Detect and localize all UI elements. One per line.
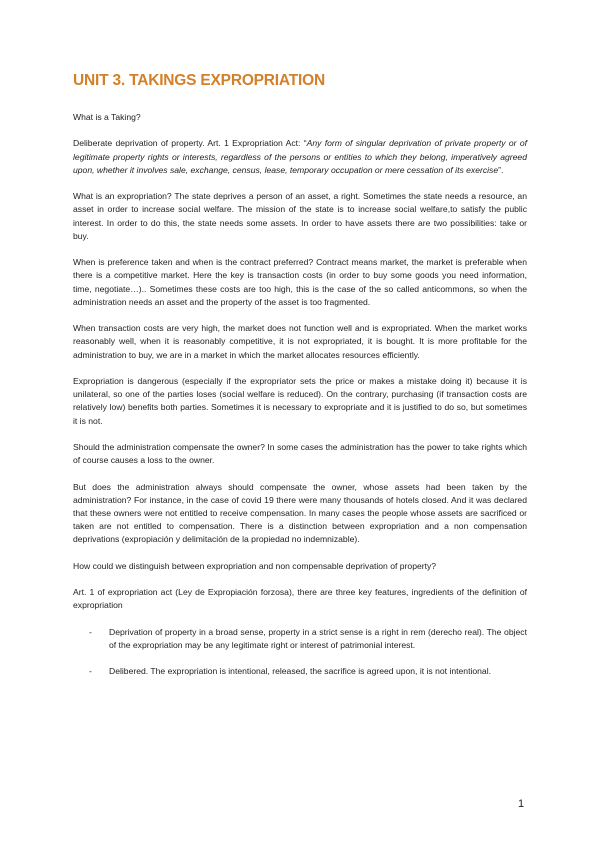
- document-body: [73, 111, 527, 692]
- paragraph-covid: But does the administration always should compensate the owner, whose assets had been taken by the administration? For instance, in the case of covid 19 there were many thousands of hotels closed. And it was declared that these owners were not entitled to receive compensation. In many cases the people whose assets are sacrificed or taken are not entitled to compensation. There is a distinction between expropriation and a non compensation deprivations (expropiación y delimitación de la propiedad no indemnizable).: [73, 481, 527, 545]
- page-number: 1: [518, 798, 525, 810]
- paragraph-preference: When is preference taken and when is the contract preferred? Contract means market, the market is preferable when there is a competitive market. Here the key is transaction costs (in order to buy some goods you need information, time, negotiate…).. Sometimes these costs are too high, this is the case of the so called anticommons, so when the administration needs an asset and the property of the asset is too fragmented.: [73, 257, 527, 307]
- paragraph-compensate: Should the administration compensate the owner? In some cases the administration has the power to take rights which of course causes a loss to the owner.: [73, 441, 527, 466]
- paragraph-distinguish: How could we distinguish between expropriation and non compensable deprivation of property?: [73, 560, 437, 571]
- list-item-text: Delibered. The expropriation is intentional, released, the sacrifice is agreed upon, it is not intentional.: [109, 666, 492, 677]
- paragraph-expropriation: What is an expropriation? The state deprives a person of an asset, a right. Sometimes the state needs a resource, an asset in order to increase social welfare. The mission of the state is to increase social welfare,to satisfy the public interest. In order to do this, the state needs some assets. In order to have assets there are two possibilities: take or buy.: [73, 191, 527, 241]
- page-title: UNIT 3. TAKINGS EXPROPRIATION: [73, 72, 325, 89]
- list-item-text: Deprivation of property in a broad sense, property in a strict sense is a right in rem (derecho real). The object of the expropriation may be any legitimate right or interest of patrimonial interest.: [109, 626, 527, 650]
- definition-intro: Deliberate deprivation of property. Art. 1 Expropriation Act: “: [73, 138, 307, 149]
- section-question: What is a Taking?: [73, 112, 141, 122]
- definition-end: ”.: [498, 164, 504, 175]
- features-list: [73, 626, 527, 679]
- paragraph-transaction-costs: When transaction costs are very high, the market does not function well and is expropriated. When the market works reasonably well, when it is reasonably competitive, it is not expropriated, it is bought. It is more profitable for the administration to buy, we are in a market in which the market allocates resources efficiently.: [73, 323, 527, 360]
- list-bullet: -: [89, 666, 92, 677]
- list-bullet: -: [89, 626, 92, 637]
- definition-quote: Any form of singular deprivation of private property or of legitimate property rights or interests, regardless of the persons or entities to which they belong, imperatively agreed upon, whether it involves sale, exchange, census, lease, temporary occupation or mere cessation of its exercise: [73, 138, 527, 175]
- list-item: [73, 665, 527, 678]
- paragraph-dangerous: Expropriation is dangerous (especially if the expropriator sets the price or makes a mistake doing it) because it is unilateral, so one of the parties loses (social welfare is reduced). On the contrary, purchasing (if transaction costs are relatively low) benefits both parties. Sometimes it is necessary to expropriate and it is justified to do so, but sometimes it is not.: [73, 375, 527, 426]
- list-item: [73, 626, 527, 652]
- definition-paragraph: [73, 137, 527, 177]
- paragraph-art1: Art. 1 of expropriation act (Ley de Expropiación forzosa), there are three key features, ingredients of the definition of expropriation: [73, 587, 527, 611]
